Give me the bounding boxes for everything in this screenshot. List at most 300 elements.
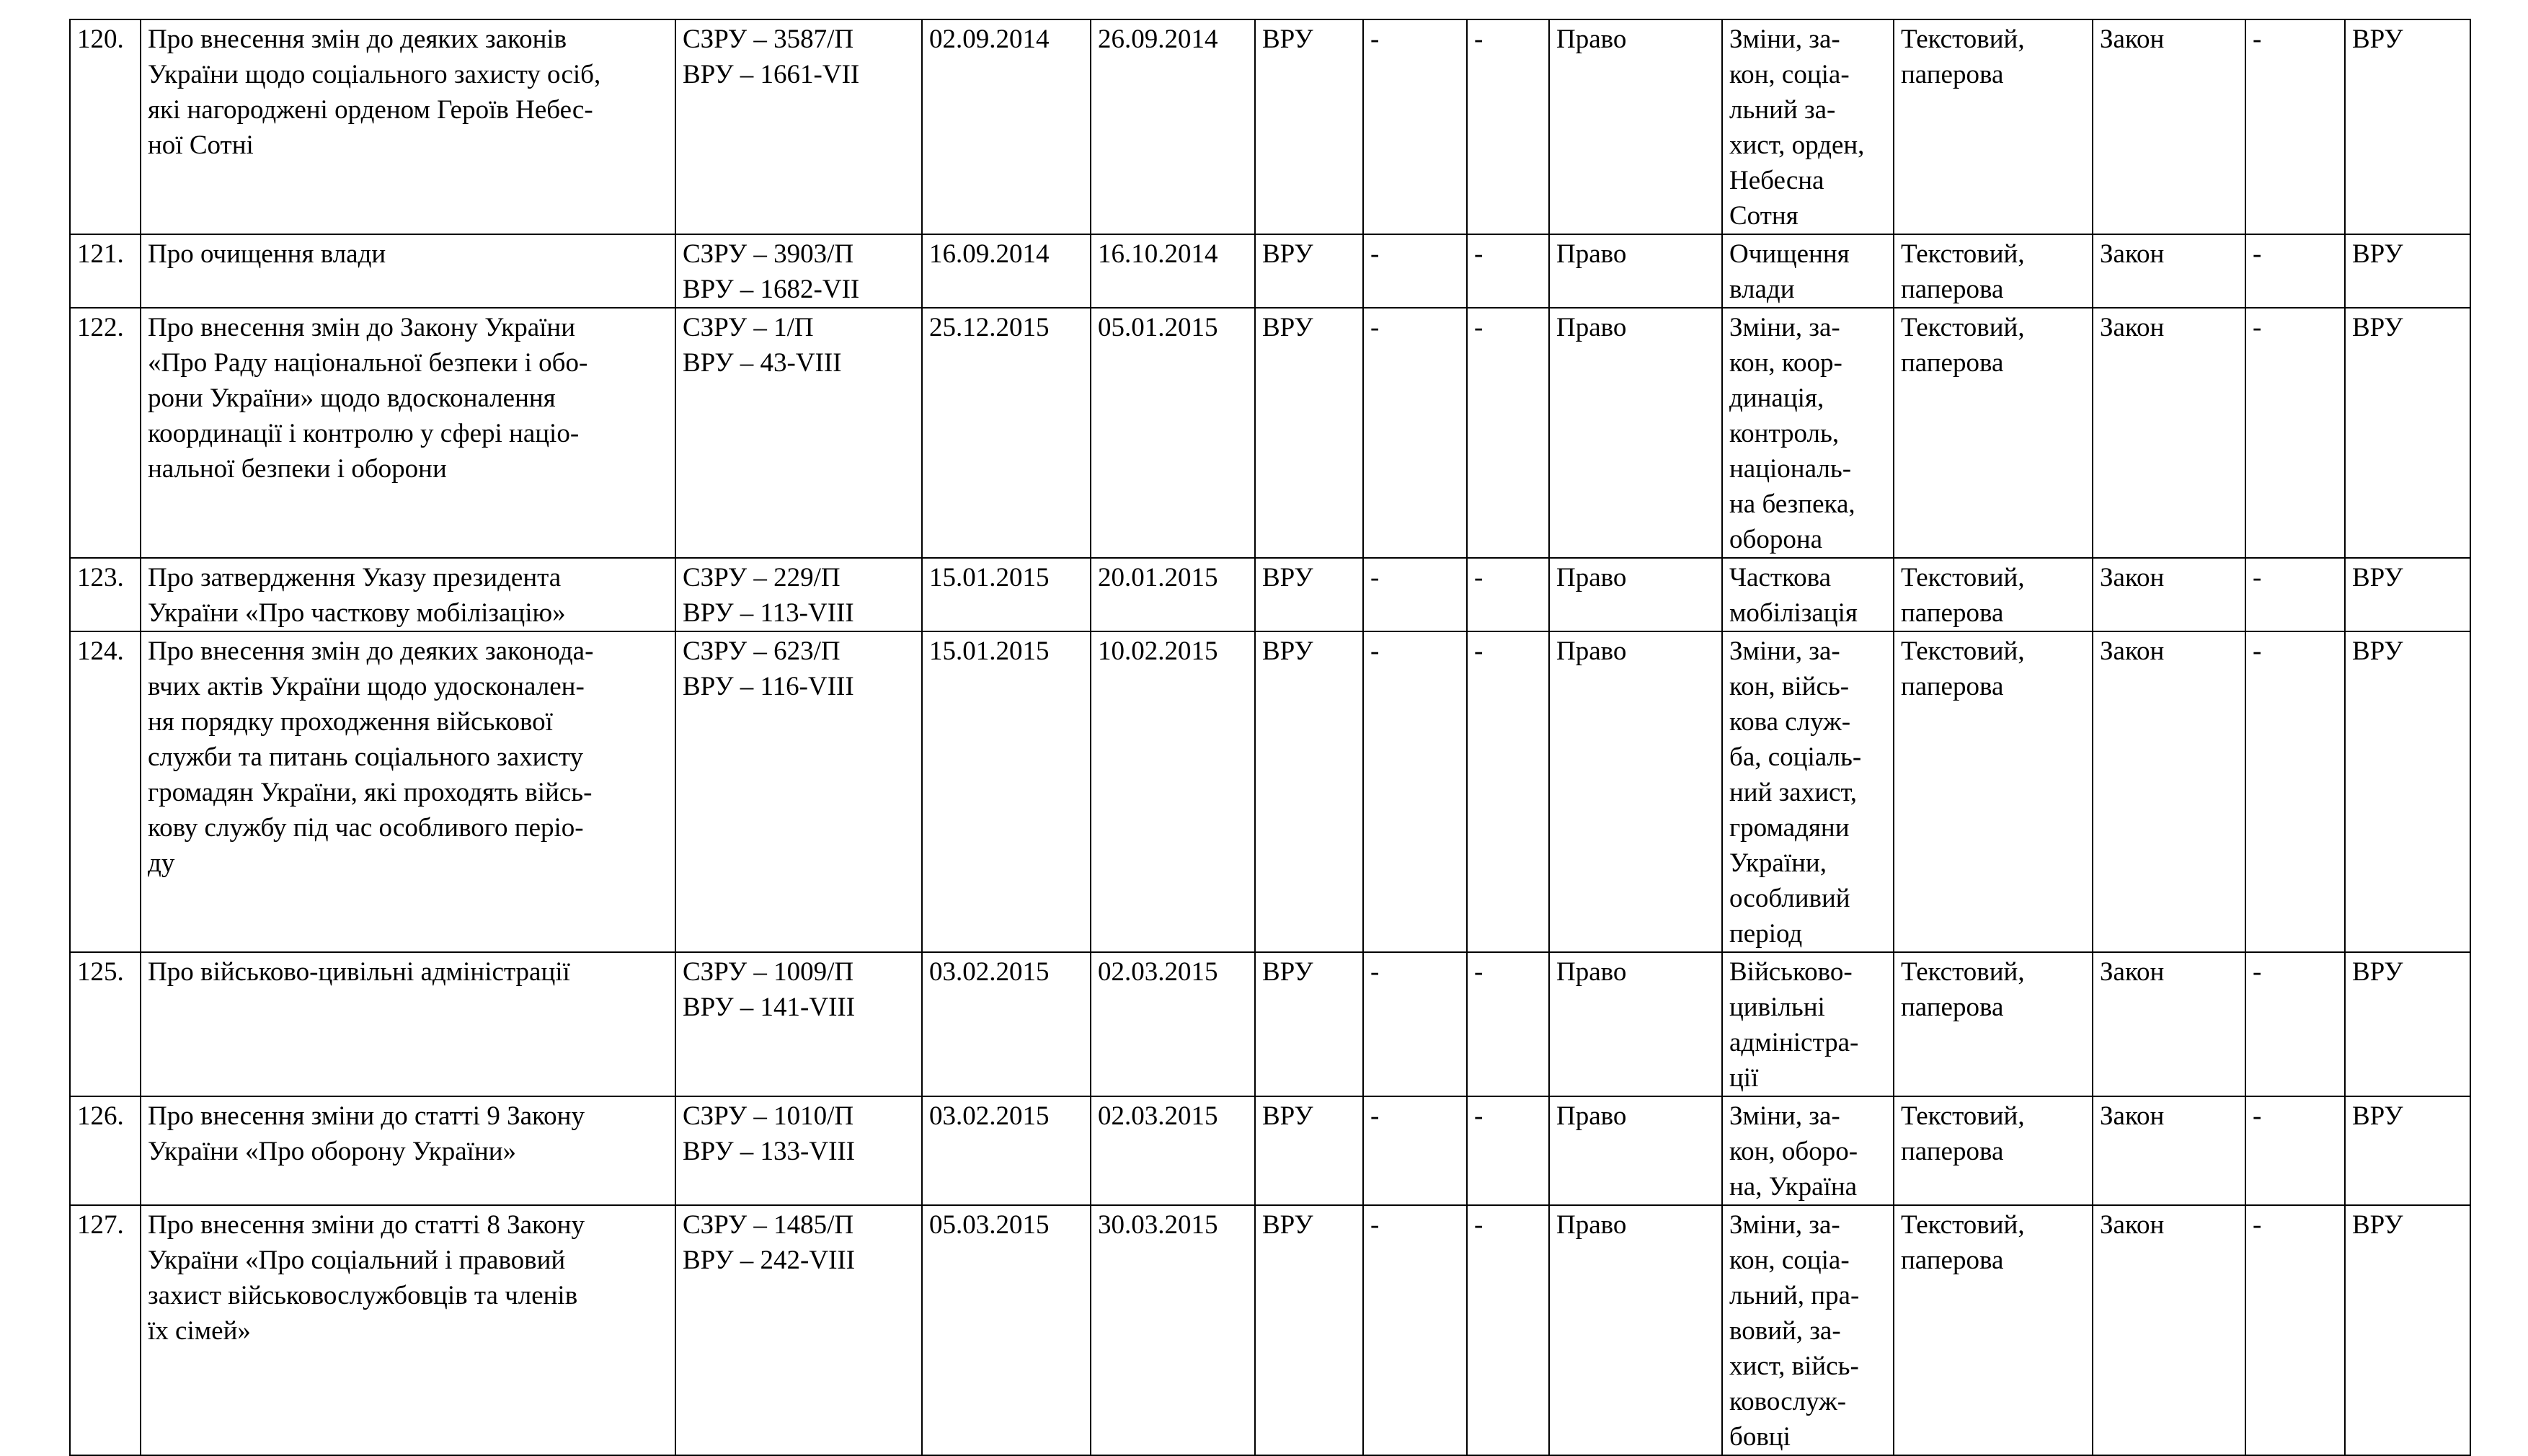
empty-field-text: - (1474, 636, 1483, 666)
registration-numbers-cell (675, 19, 922, 234)
document-format-cell (1894, 1096, 2093, 1205)
category-cell (1549, 558, 1722, 631)
adoption-date-text: 15.01.2015 (929, 636, 1050, 666)
keywords-line: Сотня (1729, 201, 1799, 231)
keywords-line: кон, соціа- (1729, 1246, 1850, 1275)
table-row (70, 308, 2470, 558)
empty-field-cell (1467, 952, 1549, 1096)
document-format-line: Текстовий, (1901, 563, 2025, 592)
document-title-line: захист військовослужбовців та членів (148, 1281, 578, 1310)
document-format-cell (1894, 631, 2093, 952)
document-format-line: Текстовий, (1901, 636, 2025, 666)
empty-field-text: - (1474, 313, 1483, 342)
empty-field-cell (1363, 234, 1467, 308)
keywords-line: кон, коор- (1729, 348, 1842, 378)
document-type-cell (2093, 952, 2245, 1096)
holder-cell (2345, 558, 2470, 631)
table-body (70, 19, 2470, 1455)
issuing-body-text: ВРУ (1262, 1210, 1313, 1240)
empty-field-cell (2245, 234, 2345, 308)
document-type-cell (2093, 19, 2245, 234)
issuing-body-text: ВРУ (1262, 636, 1313, 666)
empty-field-cell (1467, 1096, 1549, 1205)
document-title-line: вчих актів України щодо удосконален- (148, 672, 585, 701)
empty-field-cell (1467, 631, 1549, 952)
document-title-line: Про затвердження Указу президента (148, 563, 562, 592)
document-title-line: координації і контролю у сфері націо- (148, 419, 580, 448)
document-type-cell (2093, 308, 2245, 558)
keywords-line: ба, соціаль- (1729, 742, 1862, 772)
keywords-line: Зміни, за- (1729, 1210, 1840, 1240)
keywords-cell (1722, 558, 1894, 631)
category-text: Право (1556, 563, 1627, 592)
table-row (70, 234, 2470, 308)
document-title-line: Про внесення змін до деяких законода- (148, 636, 594, 666)
document-title-line: нальної безпеки і оборони (148, 454, 447, 484)
empty-field-text: - (2253, 1101, 2262, 1131)
document-type-text: Закон (2100, 1101, 2165, 1131)
empty-field-text: - (1370, 313, 1380, 342)
empty-field-text: - (1370, 1101, 1380, 1131)
registration-numbers-line: СЗРУ – 229/П (683, 563, 841, 592)
keywords-line: кон, оборо- (1729, 1137, 1858, 1166)
document-title-cell (141, 19, 675, 234)
keywords-line: динація, (1729, 383, 1824, 413)
empty-field-cell (1363, 308, 1467, 558)
document-title-line: рони України» щодо вдосконалення (148, 383, 556, 413)
empty-field-text: - (1474, 239, 1483, 269)
registration-numbers-line: СЗРУ – 3587/П (683, 25, 854, 54)
effective-date-text: 16.10.2014 (1098, 239, 1218, 269)
holder-text: ВРУ (2352, 957, 2403, 987)
empty-field-text: - (1370, 239, 1380, 269)
keywords-cell (1722, 1096, 1894, 1205)
empty-field-text: - (1474, 563, 1483, 592)
document-title-line: служби та питань соціального захисту (148, 742, 584, 772)
holder-text: ВРУ (2352, 1210, 2403, 1240)
empty-field-cell (1363, 631, 1467, 952)
category-cell (1549, 308, 1722, 558)
holder-text: ВРУ (2352, 313, 2403, 342)
keywords-line: особливий (1729, 884, 1850, 913)
empty-field-text: - (1474, 1210, 1483, 1240)
empty-field-cell (2245, 952, 2345, 1096)
document-title-line: України «Про оборону України» (148, 1137, 517, 1166)
category-cell (1549, 952, 1722, 1096)
document-type-cell (2093, 631, 2245, 952)
issuing-body-cell (1255, 234, 1363, 308)
holder-text: ВРУ (2352, 636, 2403, 666)
table-row (70, 558, 2470, 631)
registration-numbers-line: СЗРУ – 1010/П (683, 1101, 854, 1131)
registration-numbers-cell (675, 952, 922, 1096)
empty-field-cell (2245, 631, 2345, 952)
effective-date-text: 02.03.2015 (1098, 957, 1218, 987)
row-number-text: 123. (77, 563, 124, 592)
issuing-body-cell (1255, 1096, 1363, 1205)
document-title-cell (141, 558, 675, 631)
keywords-cell (1722, 631, 1894, 952)
registration-numbers-cell (675, 631, 922, 952)
issuing-body-text: ВРУ (1262, 25, 1313, 54)
keywords-line: льний за- (1729, 95, 1836, 125)
document-title-line: ня порядку проходження військової (148, 707, 553, 737)
issuing-body-text: ВРУ (1262, 957, 1313, 987)
keywords-line: вовий, за- (1729, 1316, 1841, 1346)
holder-cell (2345, 19, 2470, 234)
category-cell (1549, 631, 1722, 952)
issuing-body-text: ВРУ (1262, 239, 1313, 269)
empty-field-cell (2245, 308, 2345, 558)
document-format-cell (1894, 308, 2093, 558)
empty-field-cell (1467, 308, 1549, 558)
keywords-line: Зміни, за- (1729, 636, 1840, 666)
document-type-cell (2093, 558, 2245, 631)
document-title-cell (141, 234, 675, 308)
empty-field-text: - (2253, 1210, 2262, 1240)
document-title-cell (141, 631, 675, 952)
effective-date-text: 02.03.2015 (1098, 1101, 1218, 1131)
document-title-line: Про внесення зміни до статті 8 Закону (148, 1210, 585, 1240)
empty-field-cell (1363, 1096, 1467, 1205)
empty-field-cell (2245, 1205, 2345, 1455)
document-type-text: Закон (2100, 563, 2165, 592)
adoption-date-text: 02.09.2014 (929, 25, 1050, 54)
registration-numbers-cell (675, 308, 922, 558)
keywords-line: влади (1729, 275, 1795, 304)
adoption-date-text: 05.03.2015 (929, 1210, 1050, 1240)
empty-field-text: - (1370, 636, 1380, 666)
document-title-line: ду (148, 848, 175, 878)
document-type-cell (2093, 1096, 2245, 1205)
document-format-cell (1894, 1205, 2093, 1455)
effective-date-cell (1091, 234, 1255, 308)
document-format-line: Текстовий, (1901, 313, 2025, 342)
effective-date-cell (1091, 558, 1255, 631)
effective-date-text: 20.01.2015 (1098, 563, 1218, 592)
document-title-line: «Про Раду національної безпеки і обо- (148, 348, 588, 378)
document-type-text: Закон (2100, 957, 2165, 987)
document-title-line: які нагороджені орденом Героїв Небес- (148, 95, 593, 125)
document-format-line: паперова (1901, 993, 2004, 1022)
category-text: Право (1556, 1210, 1627, 1240)
document-type-cell (2093, 1205, 2245, 1455)
adoption-date-text: 15.01.2015 (929, 563, 1050, 592)
issuing-body-cell (1255, 558, 1363, 631)
document-title-line: України «Про соціальний і правовий (148, 1246, 566, 1275)
issuing-body-text: ВРУ (1262, 313, 1313, 342)
holder-cell (2345, 1205, 2470, 1455)
document-format-cell (1894, 19, 2093, 234)
keywords-cell (1722, 234, 1894, 308)
empty-field-text: - (1370, 563, 1380, 592)
row-number-cell (70, 1205, 141, 1455)
effective-date-cell (1091, 308, 1255, 558)
keywords-cell (1722, 19, 1894, 234)
empty-field-cell (1363, 1205, 1467, 1455)
keywords-line: національ- (1729, 454, 1852, 484)
registration-numbers-line: СЗРУ – 623/П (683, 636, 841, 666)
adoption-date-cell (922, 308, 1091, 558)
empty-field-text: - (1474, 1101, 1483, 1131)
empty-field-text: - (2253, 957, 2262, 987)
registration-numbers-line: ВРУ – 242-VIII (683, 1246, 856, 1275)
registration-numbers-line: ВРУ – 43-VIII (683, 348, 842, 378)
document-title-line: України «Про часткову мобілізацію» (148, 598, 566, 628)
document-title-cell (141, 1205, 675, 1455)
issuing-body-cell (1255, 631, 1363, 952)
category-cell (1549, 19, 1722, 234)
document-format-line: паперова (1901, 60, 2004, 89)
row-number-text: 122. (77, 313, 124, 342)
document-format-line: Текстовий, (1901, 957, 2025, 987)
keywords-line: цивільні (1729, 993, 1825, 1022)
keywords-line: Зміни, за- (1729, 1101, 1840, 1131)
empty-field-cell (2245, 1096, 2345, 1205)
adoption-date-text: 25.12.2015 (929, 313, 1050, 342)
empty-field-cell (1363, 558, 1467, 631)
adoption-date-cell (922, 234, 1091, 308)
document-title-cell (141, 1096, 675, 1205)
effective-date-text: 05.01.2015 (1098, 313, 1218, 342)
adoption-date-cell (922, 952, 1091, 1096)
category-text: Право (1556, 636, 1627, 666)
row-number-cell (70, 19, 141, 234)
document-title-line: України щодо соціального захисту осіб, (148, 60, 601, 89)
adoption-date-cell (922, 631, 1091, 952)
empty-field-text: - (1370, 1210, 1380, 1240)
keywords-line: Часткова (1729, 563, 1832, 592)
document-format-line: Текстовий, (1901, 1101, 2025, 1131)
empty-field-cell (1467, 234, 1549, 308)
category-text: Право (1556, 313, 1627, 342)
table-row (70, 1205, 2470, 1455)
keywords-line: ції (1729, 1063, 1759, 1093)
keywords-line: Небесна (1729, 166, 1824, 195)
keywords-line: хист, війсь- (1729, 1351, 1859, 1381)
registration-numbers-line: ВРУ – 141-VIII (683, 993, 856, 1022)
document-title-line: ної Сотні (148, 130, 254, 160)
adoption-date-text: 03.02.2015 (929, 957, 1050, 987)
row-number-text: 126. (77, 1101, 124, 1131)
document-format-cell (1894, 952, 2093, 1096)
table-row (70, 1096, 2470, 1205)
keywords-line: Очищення (1729, 239, 1850, 269)
row-number-cell (70, 631, 141, 952)
category-text: Право (1556, 25, 1627, 54)
issuing-body-text: ВРУ (1262, 563, 1313, 592)
empty-field-text: - (1370, 957, 1380, 987)
keywords-line: оборона (1729, 525, 1823, 554)
holder-cell (2345, 1096, 2470, 1205)
registration-numbers-cell (675, 558, 922, 631)
document-title-line: Про внесення змін до деяких законів (148, 25, 567, 54)
effective-date-cell (1091, 631, 1255, 952)
row-number-cell (70, 952, 141, 1096)
registration-numbers-line: СЗРУ – 3903/П (683, 239, 854, 269)
empty-field-cell (1467, 558, 1549, 631)
holder-cell (2345, 631, 2470, 952)
effective-date-cell (1091, 1205, 1255, 1455)
document-format-line: паперова (1901, 275, 2004, 304)
keywords-cell (1722, 1205, 1894, 1455)
empty-field-cell (1467, 1205, 1549, 1455)
row-number-cell (70, 308, 141, 558)
category-text: Право (1556, 239, 1627, 269)
empty-field-text: - (1474, 25, 1483, 54)
row-number-cell (70, 1096, 141, 1205)
keywords-line: на, Україна (1729, 1172, 1858, 1202)
keywords-line: України, (1729, 848, 1827, 878)
keywords-line: бовці (1729, 1422, 1791, 1452)
empty-field-cell (1363, 19, 1467, 234)
keywords-line: контроль, (1729, 419, 1840, 448)
document-title-line: громадян України, які проходять війсь- (148, 778, 593, 807)
document-title-line: Про очищення влади (148, 239, 386, 269)
document-title-line: кову службу під час особливого періо- (148, 813, 584, 843)
table-row (70, 952, 2470, 1096)
registration-numbers-line: ВРУ – 133-VIII (683, 1137, 856, 1166)
registration-numbers-line: СЗРУ – 1/П (683, 313, 814, 342)
row-number-text: 120. (77, 25, 124, 54)
keywords-line: хист, орден, (1729, 130, 1865, 160)
registration-numbers-line: ВРУ – 113-VIII (683, 598, 854, 628)
document-title-line: їх сімей» (148, 1316, 251, 1346)
document-format-cell (1894, 234, 2093, 308)
empty-field-text: - (2253, 25, 2262, 54)
registration-numbers-line: ВРУ – 1661-VII (683, 60, 860, 89)
holder-text: ВРУ (2352, 1101, 2403, 1131)
keywords-cell (1722, 952, 1894, 1096)
row-number-text: 125. (77, 957, 124, 987)
row-number-text: 127. (77, 1210, 124, 1240)
document-format-line: паперова (1901, 1246, 2004, 1275)
keywords-line: Військово- (1729, 957, 1853, 987)
effective-date-cell (1091, 952, 1255, 1096)
row-number-text: 124. (77, 636, 124, 666)
holder-text: ВРУ (2352, 563, 2403, 592)
keywords-line: період (1729, 919, 1803, 949)
row-number-cell (70, 558, 141, 631)
document-type-text: Закон (2100, 25, 2165, 54)
document-title-cell (141, 952, 675, 1096)
document-title-line: Про внесення зміни до статті 9 Закону (148, 1101, 585, 1131)
document-type-text: Закон (2100, 1210, 2165, 1240)
empty-field-text: - (2253, 636, 2262, 666)
document-format-line: Текстовий, (1901, 25, 2025, 54)
effective-date-text: 26.09.2014 (1098, 25, 1218, 54)
issuing-body-cell (1255, 952, 1363, 1096)
keywords-line: Зміни, за- (1729, 313, 1840, 342)
keywords-line: на безпека, (1729, 489, 1855, 519)
category-cell (1549, 234, 1722, 308)
effective-date-cell (1091, 19, 1255, 234)
issuing-body-cell (1255, 1205, 1363, 1455)
document-format-line: паперова (1901, 598, 2004, 628)
adoption-date-text: 03.02.2015 (929, 1101, 1050, 1131)
empty-field-text: - (1370, 25, 1380, 54)
effective-date-text: 10.02.2015 (1098, 636, 1218, 666)
holder-cell (2345, 952, 2470, 1096)
keywords-line: кон, війсь- (1729, 672, 1850, 701)
keywords-line: мобілізація (1729, 598, 1858, 628)
document-format-line: паперова (1901, 672, 2004, 701)
document-type-cell (2093, 234, 2245, 308)
keywords-line: ний захист, (1729, 778, 1858, 807)
document-title-line: Про внесення змін до Закону України (148, 313, 575, 342)
keywords-line: адміністра- (1729, 1028, 1859, 1057)
document-title-line: Про військово-цивільні адміністрації (148, 957, 570, 987)
adoption-date-cell (922, 19, 1091, 234)
registration-numbers-line: ВРУ – 1682-VII (683, 275, 860, 304)
keywords-line: Зміни, за- (1729, 25, 1840, 54)
row-number-cell (70, 234, 141, 308)
effective-date-cell (1091, 1096, 1255, 1205)
category-text: Право (1556, 1101, 1627, 1131)
keywords-line: кова служ- (1729, 707, 1851, 737)
keywords-line: громадяни (1729, 813, 1850, 843)
table-row (70, 19, 2470, 234)
empty-field-text: - (2253, 563, 2262, 592)
empty-field-cell (1467, 19, 1549, 234)
holder-text: ВРУ (2352, 25, 2403, 54)
adoption-date-cell (922, 558, 1091, 631)
document-format-cell (1894, 558, 2093, 631)
registration-numbers-line: ВРУ – 116-VIII (683, 672, 854, 701)
category-text: Право (1556, 957, 1627, 987)
document-title-cell (141, 308, 675, 558)
document-format-line: паперова (1901, 348, 2004, 378)
registration-numbers-line: СЗРУ – 1485/П (683, 1210, 854, 1240)
document-type-text: Закон (2100, 636, 2165, 666)
category-cell (1549, 1205, 1722, 1455)
empty-field-cell (2245, 19, 2345, 234)
holder-text: ВРУ (2352, 239, 2403, 269)
holder-cell (2345, 234, 2470, 308)
adoption-date-cell (922, 1096, 1091, 1205)
issuing-body-text: ВРУ (1262, 1101, 1313, 1131)
issuing-body-cell (1255, 19, 1363, 234)
keywords-line: ковослуж- (1729, 1387, 1847, 1416)
row-number-text: 121. (77, 239, 124, 269)
keywords-cell (1722, 308, 1894, 558)
empty-field-text: - (1474, 957, 1483, 987)
keywords-line: льний, пра- (1729, 1281, 1860, 1310)
effective-date-text: 30.03.2015 (1098, 1210, 1218, 1240)
legislation-registry-table (69, 19, 2471, 1456)
document-format-line: Текстовий, (1901, 239, 2025, 269)
registration-numbers-cell (675, 234, 922, 308)
empty-field-text: - (2253, 239, 2262, 269)
registration-numbers-line: СЗРУ – 1009/П (683, 957, 854, 987)
issuing-body-cell (1255, 308, 1363, 558)
table-row (70, 631, 2470, 952)
adoption-date-cell (922, 1205, 1091, 1455)
empty-field-cell (1363, 952, 1467, 1096)
category-cell (1549, 1096, 1722, 1205)
keywords-line: кон, соціа- (1729, 60, 1850, 89)
registration-numbers-cell (675, 1205, 922, 1455)
document-format-line: Текстовий, (1901, 1210, 2025, 1240)
registration-numbers-cell (675, 1096, 922, 1205)
empty-field-cell (2245, 558, 2345, 631)
document-format-line: паперова (1901, 1137, 2004, 1166)
empty-field-text: - (2253, 313, 2262, 342)
holder-cell (2345, 308, 2470, 558)
adoption-date-text: 16.09.2014 (929, 239, 1050, 269)
document-type-text: Закон (2100, 239, 2165, 269)
document-type-text: Закон (2100, 313, 2165, 342)
